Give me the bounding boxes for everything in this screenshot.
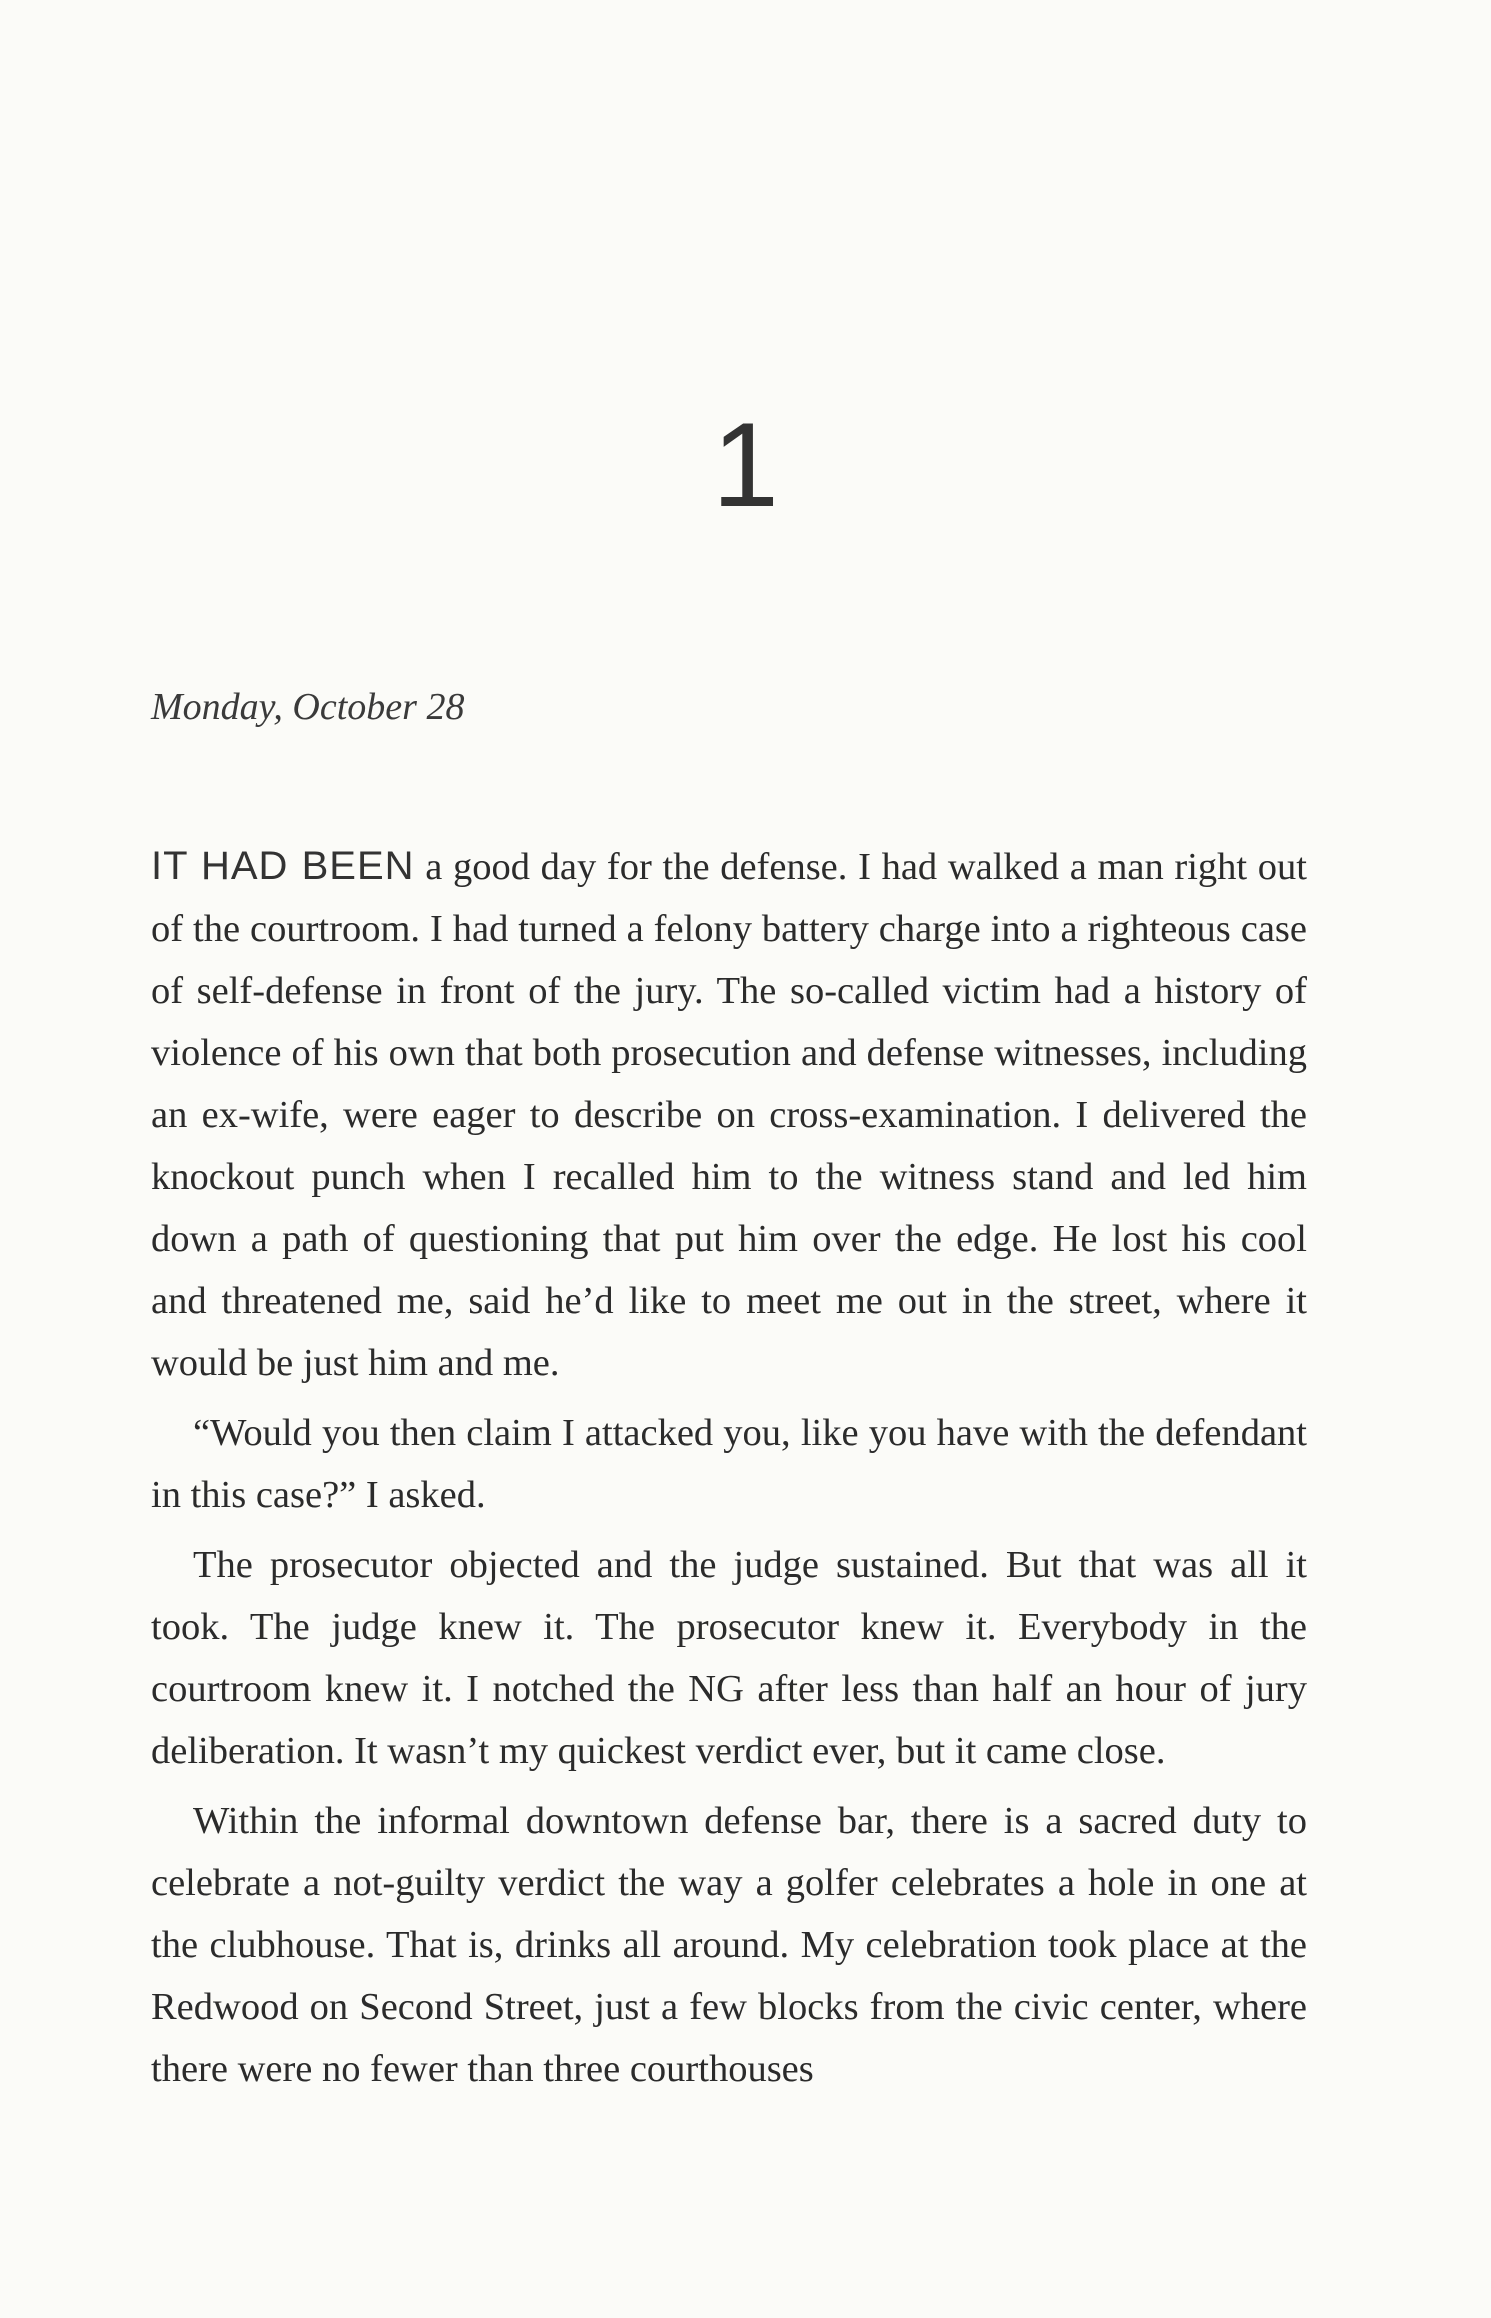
- paragraph-1: [151, 835, 1307, 1394]
- chapter-number: 1: [712, 398, 779, 532]
- chapter-date: Monday, October 28: [151, 686, 465, 728]
- chapter-body: [151, 835, 1307, 2108]
- paragraph-3: The prosecutor objected and the judge sustained. But that was all it took. The judge knew it. The prosecutor knew it. Everybody in the courtroom knew it. I notched the NG after less than half an hour of jury deliberation. It wasn’t my quickest verdict ever, but it came close.: [151, 1544, 1307, 1772]
- paragraph-2: “Would you then claim I attacked you, like you have with the defendant in this case?” I asked.: [151, 1412, 1307, 1516]
- paragraph-4: Within the informal downtown defense bar, there is a sacred duty to celebrate a not-guilty verdict the way a golfer celebrates a hole in one at the clubhouse. That is, drinks all around. My celebration took place at the Redwood on Second Street, just a few blocks from the civic center, where there were no fewer than three courthouses: [151, 1800, 1307, 2090]
- paragraph-1-text: a good day for the defense. I had walked a man right out of the courtroom. I had turned a felony battery charge into a righteous case of self-defense in front of the jury. The so-called victim had a history of violence of his own that both prosecution and defense witnesses, including an ex-wife, were eager to describe on cross-examination. I delivered the knockout punch when I recalled him to the witness stand and led him down a path of questioning that put him over the edge. He lost his cool and threatened me, said he’d like to meet me out in the street, where it would be just him and me.: [151, 846, 1307, 1384]
- lead-in-text: IT HAD BEEN: [151, 844, 415, 888]
